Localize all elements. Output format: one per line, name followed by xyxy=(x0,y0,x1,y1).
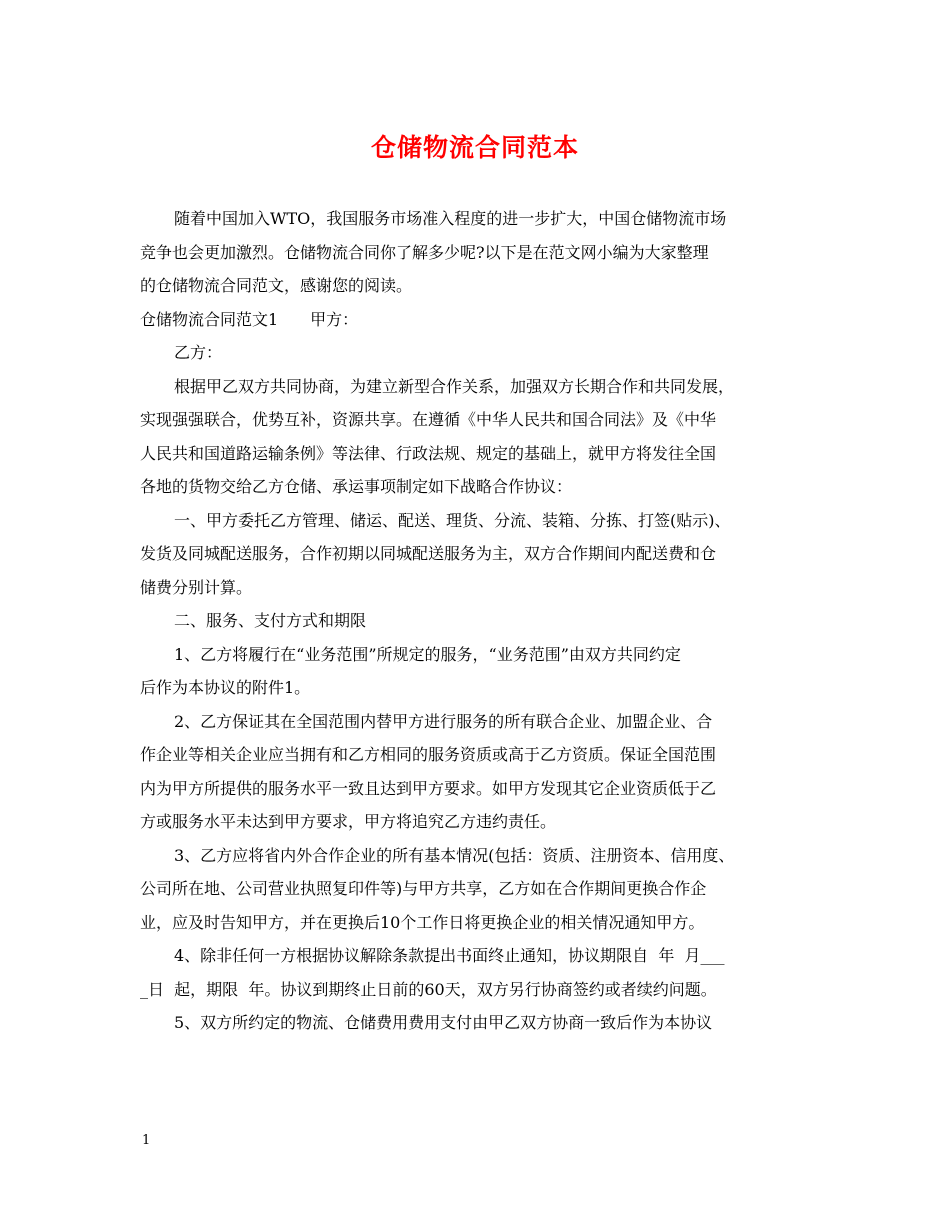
body-line: 根据甲乙双方共同协商，为建立新型合作关系，加强双方长期合作和共同发展， xyxy=(174,376,735,396)
body-line: 4、除非任何一方根据协议解除条款提出书面终止通知，协议期限自 年 月___ xyxy=(174,946,725,965)
body-line: 内为甲方所提供的服务水平一致且达到甲方要求。如甲方发现其它企业资质低于乙 xyxy=(140,778,717,798)
body-line: 业，应及时告知甲方，并在更换后10个工作日将更换企业的相关情况通知甲方。 xyxy=(140,912,705,932)
body-line: 作企业等相关企业应当拥有和乙方相同的服务资质或高于乙方资质。保证全国范围 xyxy=(140,745,717,764)
body-line: 发货及同城配送服务，合作初期以同城配送服务为主，双方合作期间内配送费和仓 xyxy=(140,544,717,563)
page-number: 1 xyxy=(142,1133,151,1148)
body-line: _日 起，期限 年。协议到期终止日前的60天，双方另行协商签约或者续约问题。 xyxy=(140,979,717,999)
document-body xyxy=(140,202,815,1040)
body-line: 储费分别计算。 xyxy=(140,577,253,597)
body-line: 各地的货物交给乙方仓储、承运事项制定如下战略合作协议： xyxy=(140,477,573,496)
body-line: 3、乙方应将省内外合作企业的所有基本情况(包括：资质、注册资本、信用度、 xyxy=(174,845,735,865)
body-line: 随着中国加入WTO，我国服务市场准入程度的进一步扩大，中国仓储物流市场 xyxy=(174,209,727,228)
body-line: 后作为本协议的附件1。 xyxy=(140,678,311,697)
body-line: 2、乙方保证其在全国范围内替甲方进行服务的所有联合企业、加盟企业、合 xyxy=(174,711,713,731)
body-line: 乙方： xyxy=(174,343,223,362)
body-line: 实现强强联合，优势互补，资源共享。在遵循《中华人民共和国合同法》及《中华 xyxy=(140,410,717,429)
document-title: 仓储物流合同范本 xyxy=(370,133,579,162)
body-line: 1、乙方将履行在“业务范围”所规定的服务，“业务范围”由双方共同约定 xyxy=(174,644,681,664)
body-line: 5、双方所约定的物流、仓储费用费用支付由甲乙双方协商一致后作为本协议 xyxy=(174,1013,713,1032)
body-line: 仓储物流合同范文1 甲方： xyxy=(140,309,359,329)
body-line: 二、服务、支付方式和期限 xyxy=(174,611,367,630)
body-line: 一、甲方委托乙方管理、储运、配送、理货、分流、装箱、分拣、打签(贴示)、 xyxy=(174,510,731,530)
body-line: 人民共和国道路运输条例》等法律、行政法规、规定的基础上，就甲方将发往全国 xyxy=(140,443,717,463)
body-line: 公司所在地、公司营业执照复印件等)与甲方共享，乙方如在合作期间更换合作企 xyxy=(140,879,707,898)
body-line: 的仓储物流合同范文，感谢您的阅读。 xyxy=(140,276,413,295)
body-line: 竞争也会更加激烈。仓储物流合同你了解多少呢?以下是在范文网小编为大家整理 xyxy=(140,242,709,262)
body-line: 方或服务水平未达到甲方要求，甲方将追究乙方违约责任。 xyxy=(140,812,557,831)
